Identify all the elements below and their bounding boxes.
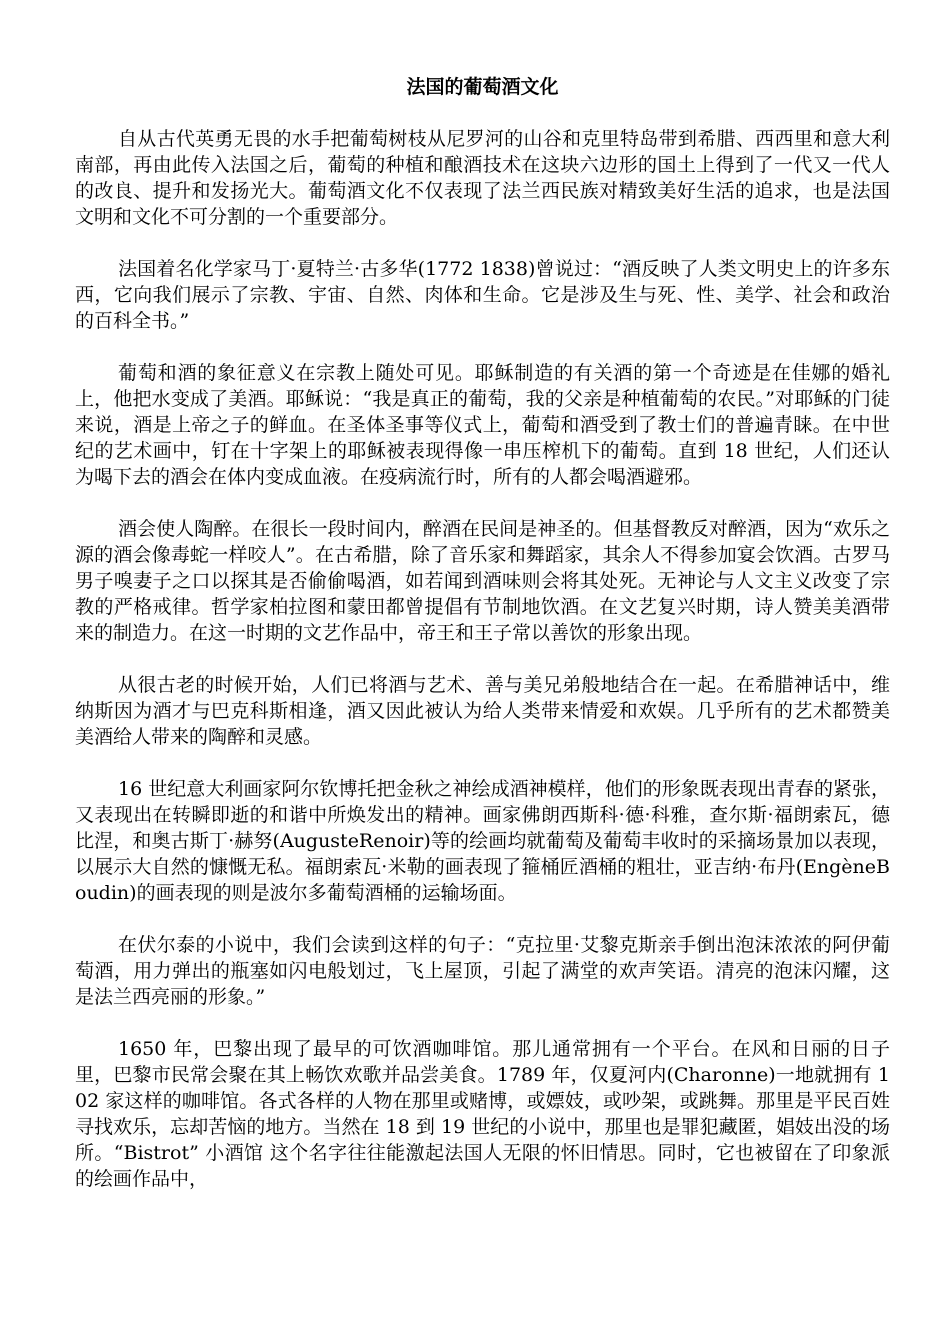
paragraph-3: 葡萄和酒的象征意义在宗教上随处可见。耶稣制造的有关酒的第一个奇迹是在佳娜的婚礼上，他把水变成了美酒。耶稣说：“我是真正的葡萄，我的父亲是种植葡萄的农民。”对耶稣的门徒来说，酒是上帝之子的鲜血。在圣体圣事等仪式上，葡萄和酒受到了教士们的普遍青睐。在中世纪的艺术画中，钉在十字架上的耶稣被表现得像一串压榨机下的葡萄。直到 18 世纪，人们还认为喝下去的酒会在体内变成血液。在疫病流行时，所有的人都会喝酒避邪。 (75, 362, 890, 488)
document-title: 法国的葡萄酒文化 (406, 76, 559, 98)
paragraph-2: 法国着名化学家马丁·夏特兰·古多华(1772 1838)曾说过：“酒反映了人类文明史上的许多东西，它向我们展示了宗教、宇宙、自然、肉体和生命。它是涉及生与死、性、美学、社会和政治的百科全书。” (75, 258, 890, 332)
paragraph-6: 16 世纪意大利画家阿尔钦博托把金秋之神绘成酒神模样，他们的形象既表现出青春的紧张，又表现出在转瞬即逝的和谐中所焕发出的精神。画家佛朗西斯科·德·科雅，查尔斯·福朗索瓦，德比涅，和奥古斯丁·赫努(AugusteRenoir)等的绘画均就葡萄及葡萄丰收时的采摘场景加以表现，以展示大自然的慷慨无私。福朗索瓦·米勒的画表现了箍桶匠酒桶的粗壮，亚吉纳·布丹(EngèneBoudin)的画表现的则是波尔多葡萄酒桶的运输场面。 (75, 778, 890, 904)
paragraph-7: 在伏尔泰的小说中，我们会读到这样的句子：“克拉里·艾黎克斯亲手倒出泡沫浓浓的阿伊葡萄酒，用力弹出的瓶塞如闪电般划过，飞上屋顶，引起了满堂的欢声笑语。清亮的泡沫闪耀，这是法兰西亮丽的形象。” (75, 934, 890, 1008)
paragraph-4: 酒会使人陶醉。在很长一段时间内，醉酒在民间是神圣的。但基督教反对醉酒，因为“欢乐之源的酒会像毒蛇一样咬人”。在古希腊，除了音乐家和舞蹈家，其余人不得参加宴会饮酒。古罗马男子嗅妻子之口以探其是否偷偷喝酒，如若闻到酒味则会将其处死。无神论与人文主义改变了宗教的严格戒律。哲学家柏拉图和蒙田都曾提倡有节制地饮酒。在文艺复兴时期，诗人赞美美酒带来的制造力。在这一时期的文艺作品中，帝王和王子常以善饮的形象出现。 (75, 518, 890, 644)
paragraph-5: 从很古老的时候开始，人们已将酒与艺术、善与美兄弟般地结合在一起。在希腊神话中，维纳斯因为酒才与巴克科斯相逢，酒又因此被认为给人类带来情爱和欢娱。几乎所有的艺术都赞美美酒给人带来的陶醉和灵感。 (75, 674, 890, 748)
paragraph-1: 自从古代英勇无畏的水手把葡萄树枝从尼罗河的山谷和克里特岛带到希腊、西西里和意大利南部，再由此传入法国之后，葡萄的种植和酿酒技术在这块六边形的国土上得到了一代又一代人的改良、提升和发扬光大。葡萄酒文化不仅表现了法兰西民族对精致美好生活的追求，也是法国文明和文化不可分割的一个重要部分。 (75, 128, 890, 228)
paragraph-8: 1650 年，巴黎出现了最早的可饮酒咖啡馆。那儿通常拥有一个平台。在风和日丽的日子里，巴黎市民常会聚在其上畅饮欢歌并品尝美食。1789 年，仅夏河内(Charonne)一地就拥有 102 家这样的咖啡馆。各式各样的人物在那里或赌博，或嫖妓，或吵架，或跳舞。那里是平民百姓寻找欢乐，忘却苦恼的地方。当然在 18 到 19 世纪的小说中，那里也是罪犯藏匿，娼妓出没的场所。“Bistrot” 小酒馆 这个名字往往能激起法国人无限的怀旧情思。同时，它也被留在了印象派的绘画作品中， (75, 1038, 890, 1190)
document-page (75, 0, 890, 1218)
